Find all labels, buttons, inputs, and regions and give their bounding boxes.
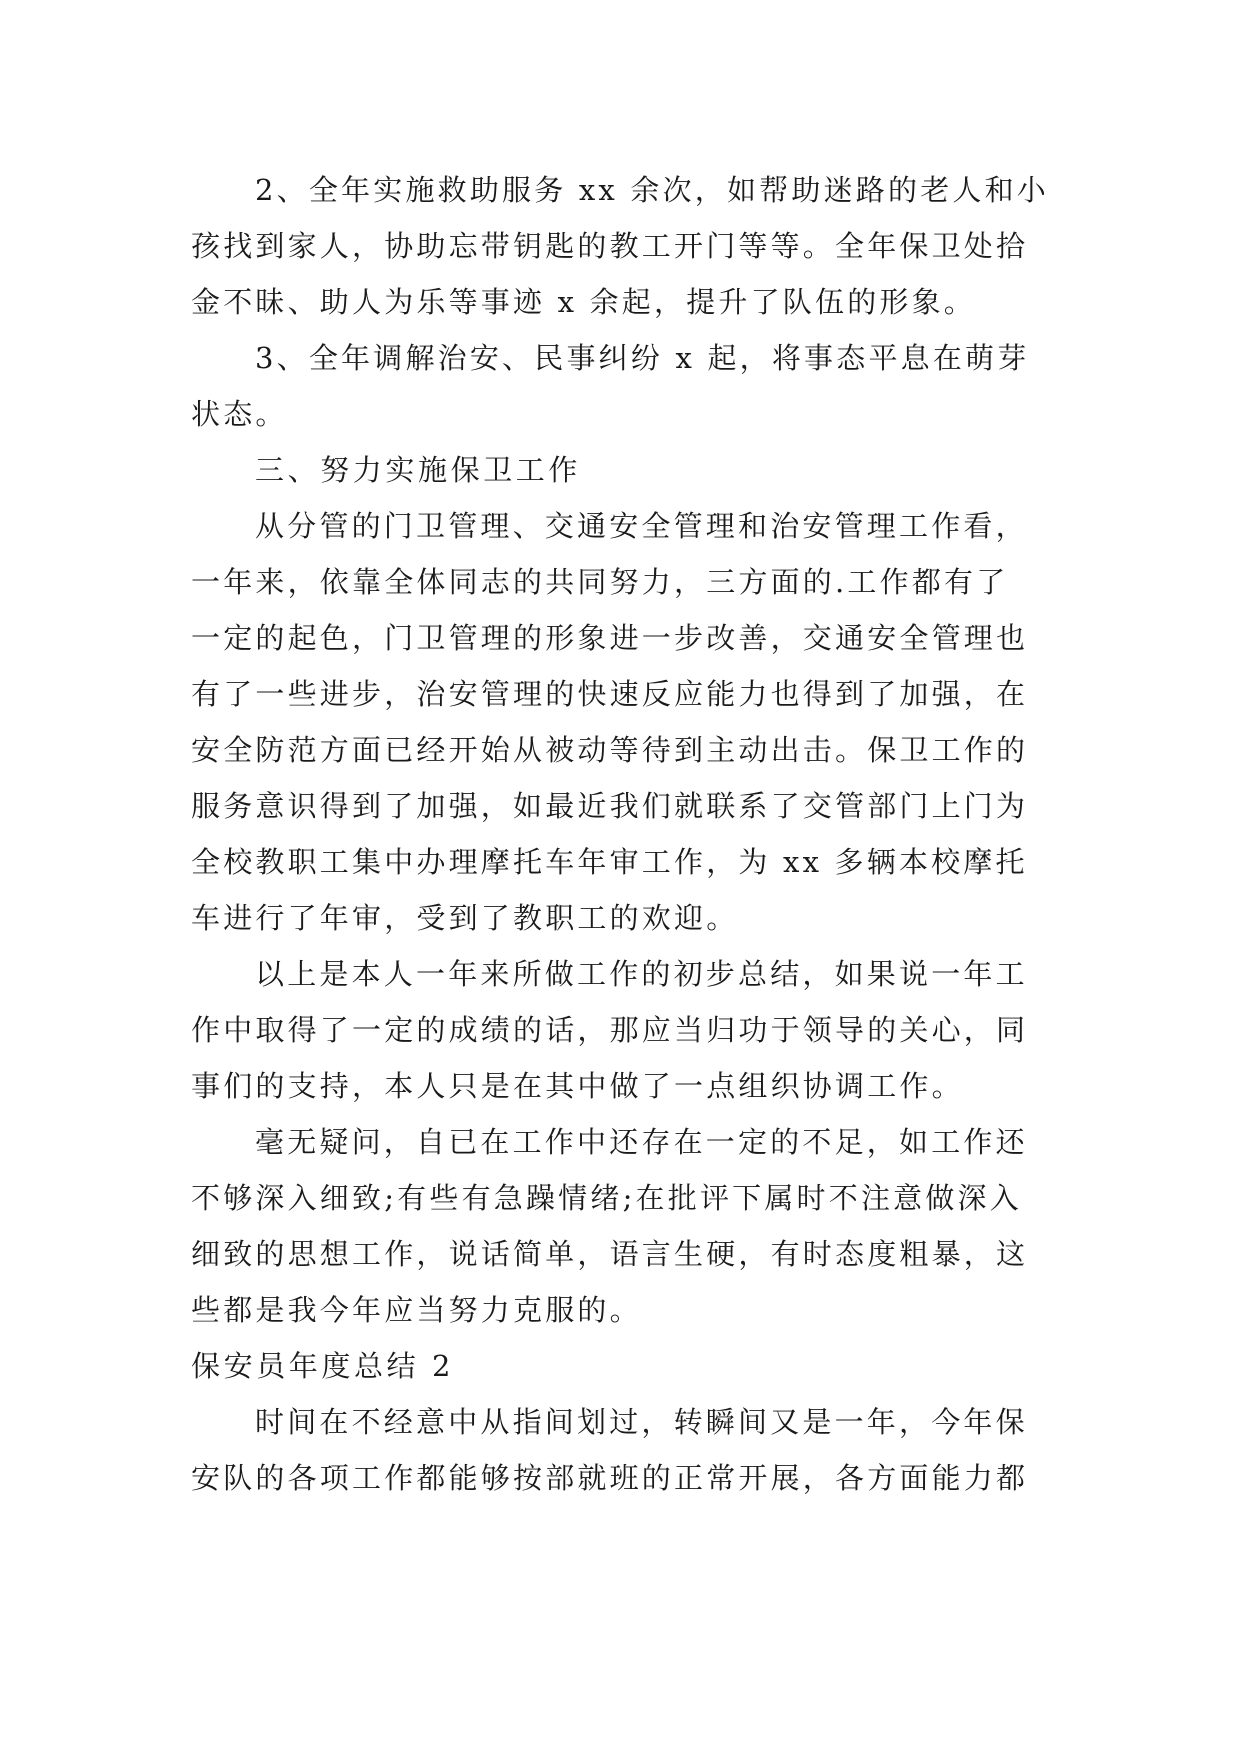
text-line: 全校教职工集中办理摩托车年审工作，为 xx 多辆本校摩托 [191, 845, 1028, 879]
document-title: 保安员年度总结 2 [191, 1349, 455, 1383]
text-line: 细致的思想工作，说话简单，语言生硬，有时态度粗暴，这 [191, 1237, 1029, 1271]
text-line: 安全防范方面已经开始从被动等待到主动出击。保卫工作的 [191, 733, 1029, 767]
text-line: 毫无疑问，自已在工作中还存在一定的不足，如工作还 [255, 1125, 1028, 1159]
text-line: 作中取得了一定的成绩的话，那应当归功于领导的关心，同 [191, 1013, 1029, 1047]
text-line: 金不昧、助人为乐等事迹 x 余起，提升了队伍的形象。 [191, 285, 976, 319]
text-line: 不够深入细致;有些有急躁情绪;在批评下属时不注意做深入 [191, 1181, 1022, 1215]
text-line: 车进行了年审，受到了教职工的欢迎。 [191, 901, 739, 935]
text-line: 有了一些进步，治安管理的快速反应能力也得到了加强，在 [191, 677, 1029, 711]
text-line: 一定的起色，门卫管理的形象进一步改善，交通安全管理也 [191, 621, 1029, 655]
document-body [191, 162, 1055, 1506]
section-heading: 三、努力实施保卫工作 [255, 453, 582, 487]
text-line: 服务意识得到了加强，如最近我们就联系了交管部门上门为 [191, 789, 1029, 823]
text-line: 安队的各项工作都能够按部就班的正常开展，各方面能力都 [191, 1461, 1029, 1495]
text-line: 3、全年调解治安、民事纠纷 x 起，将事态平息在萌芽 [255, 341, 1030, 375]
text-line: 状态。 [191, 397, 288, 431]
text-line: 时间在不经意中从指间划过，转瞬间又是一年，今年保 [255, 1405, 1028, 1439]
text-line: 以上是本人一年来所做工作的初步总结，如果说一年工 [255, 957, 1028, 991]
text-line: 2、全年实施救助服务 xx 余次，如帮助迷路的老人和小 [255, 173, 1049, 207]
text-line: 些都是我今年应当努力克服的。 [191, 1293, 642, 1327]
text-line: 一年来，依靠全体同志的共同努力，三方面的.工作都有了 [191, 565, 1009, 599]
text-line: 孩找到家人，协助忘带钥匙的教工开门等等。全年保卫处拾 [191, 229, 1029, 263]
text-line: 从分管的门卫管理、交通安全管理和治安管理工作看， [255, 509, 1028, 543]
text-line: 事们的支持，本人只是在其中做了一点组织协调工作。 [191, 1069, 964, 1103]
